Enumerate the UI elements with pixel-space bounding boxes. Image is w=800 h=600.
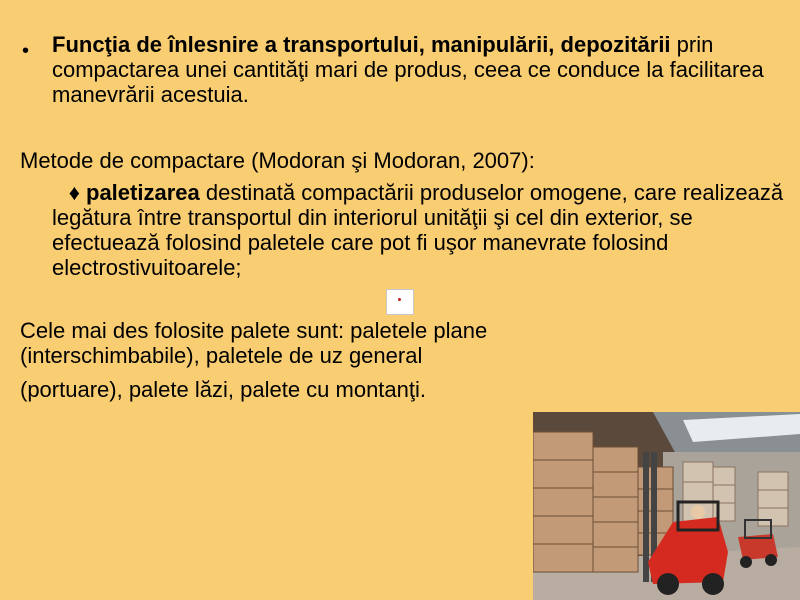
warehouse-forklift-photo	[533, 412, 800, 600]
palletizing-text: destinată compactării produselor omogene, care realizează legătura între transportul din interiorul unităţii şi cel din exterior, se efectuează folosind paletele care pot fi uşor manevrate folosind electrostivuitoarele;	[52, 180, 784, 280]
placeholder-dot	[398, 298, 401, 301]
paragraph-palletizing	[52, 180, 792, 280]
transport-function-text: prin compactarea unei cantităţi mari de produs, ceea ce conduce la facilitarea manevrării acestuia.	[52, 32, 764, 107]
image-placeholder	[386, 289, 414, 315]
palletizing-title: paletizarea	[86, 180, 200, 205]
bullet-dot: •	[22, 40, 30, 62]
pallets-text-line2: (portuare), palete lăzi, palete cu montanţi.	[20, 377, 427, 402]
paragraph-transport-function	[52, 32, 772, 107]
methods-heading: Metode de compactare (Modoran şi Modoran, 2007):	[20, 148, 535, 173]
diamond-bullet-icon: ♦	[68, 180, 80, 205]
pallets-text-line1: Cele mai des folosite palete sunt: paletele plane (interschimbabile), paletele de uz general	[20, 318, 488, 368]
transport-function-title: Funcţia de înlesnire a transportului, manipulării, depozitării	[52, 32, 671, 57]
